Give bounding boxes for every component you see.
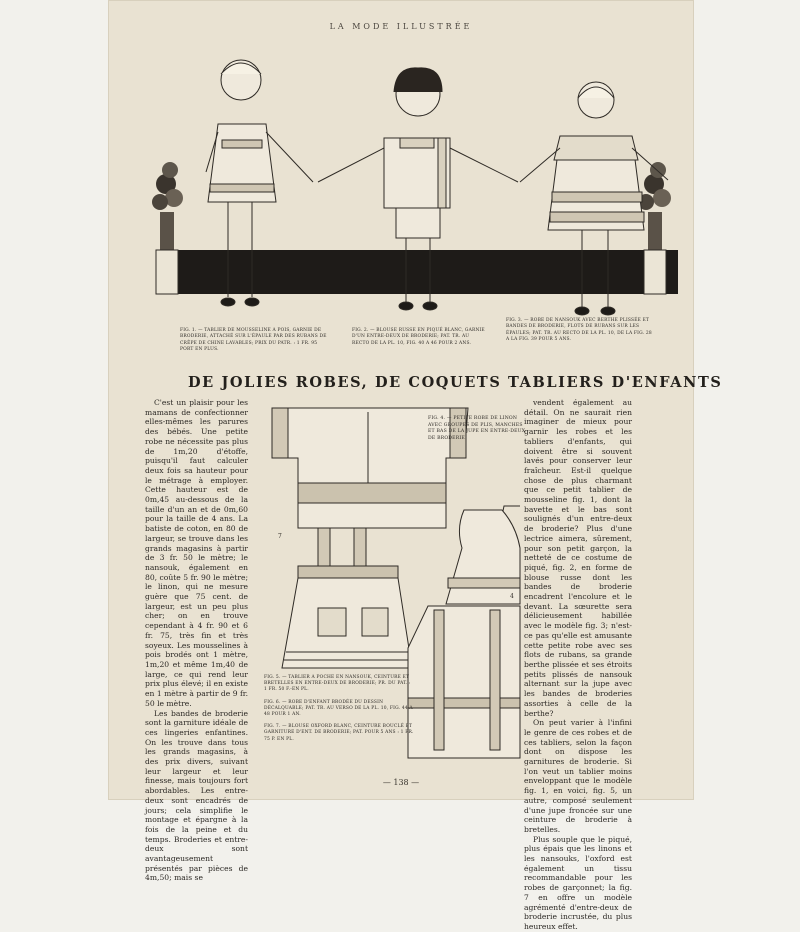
bottom-captions (264, 675, 414, 749)
right-paragraph: Plus souple que le piqué, plus épais que les linons et les nansouks, l'oxford est également un tissu recommandable pour les robes de garçonnet; la fig. 7 en offre un modèle agrémenté d'entre-deux de broderie incrustée, du plus heureux effet. (524, 834, 632, 931)
right-paragraph: vendent également au détail. On ne saurait rien imaginer de mieux pour garnir les robes et les tabliers d'enfants, qui doivent être si souvent lavés pour conserver leur fraîcheur. Est-il quelque chose de plus charmant que ce petit tablier de mousseline fig. 1, dont la bavette et le bas sont soulignés d'un entre-deux de broderie? Plus d'une lectrice aimera, sûrement, pour son petit garçon, la netteté de ce costume de piqué, fig. 2, en forme de blouse russe dont les bandes de broderie encadrent l'encolure et le devant. La sœurette sera délicieusement habillée avec le modèle fig. 3; n'est-ce pas qu'elle est amusante cette petite robe avec ses flots de rubans, sa grande berthe plissée et ses étroits petits plissés de nansouk alternant sur la jupe avec les bandes de broderies assorties à celle de la berthe? (524, 398, 632, 718)
fig-mark-7: 7 (278, 533, 282, 540)
left-paragraph: Les bandes de broderie sont la garniture idéale de ces lingeries enfantines. On les trouve dans tous les grands magasins, à des prix divers, suivant leur largeur et leur finesse, mais toujours fort abordables. Les entre-deux sont encadrés de jours; cela simplifie le montage et épargne à la fois de la peine et du temps. Broderies et entre-deux sont avantageusement présentés par pièces de 4m,50; mais se (145, 708, 248, 883)
children-illustration (148, 52, 688, 327)
page-number: — 138 — (382, 778, 420, 787)
caption-fig3: FIG. 3. — ROBE DE NANSOUK AVEC BERTHE PLISSÉE ET BANDES DE BRODERIE, FLOTS DE RUBANS SUR LES ÉPAULES; PAT. TR. AU RECTO DE LA PL. 10, DE LA FIG. 28 A LA FIG. 39 POUR 5 ANS. (506, 318, 652, 343)
right-column (524, 398, 632, 931)
left-potted-tree (152, 162, 183, 294)
caption-fig7: FIG. 7. — BLOUSE OXFORD BLANC, CEINTURE BOUCLÉ ET GARNITURE D'ENT. DE BRODERIE; PAT. POUR 5 ANS : 1 FR. 75 P. EN PL. (264, 724, 414, 742)
garment-fig6 (408, 606, 520, 758)
caption-fig1: FIG. 1. — TABLIER DE MOUSSELINE A POIS, GARNIE DE BRODERIE, ATTACHÉ SUR L'ÉPAULE PAR DES RUBANS DE CRÊPE DE CHINE LAVABLES; PRIX DU PATR. : 1 FR. 95 PORT EN PLUS. (180, 328, 327, 353)
left-column (145, 398, 248, 883)
magazine-page (108, 0, 723, 931)
top-captions (180, 318, 680, 368)
caption-fig2: FIG. 2. — BLOUSE RUSSE EN PIQUÉ BLANC, GARNIE D'UN ENTRE-DEUX DE BRODERIE; PAT. TR. AU RECTO DE LA PL. 10, FIG. 40 A 46 POUR 2 ANS. (352, 328, 485, 346)
fig-mark-4: 4 (510, 593, 514, 600)
left-paragraph: C'est un plaisir pour les mamans de confectionner elles-mêmes les parures des bébés. Une petite robe ne nécessite pas plus de 1m,20 d'étoffe, puisqu'il faut calculer deux fois sa hauteur pour le métrage à employer. Cette hauteur est de 0m,45 au-dessous de la taille d'un an et de 0m,60 pour la taille de 4 ans. La batiste de coton, en 80 de largeur, se trouve dans les grands magasins à partir de 3 fr. 50 le mètre; le nansouk, également en 80, coûte 5 fr. 90 le mètre; le linon, qui ne mesure guère que 75 cent. de largeur, est un peu plus cher; on en trouve cependant à 4 fr. 90 et 6 fr. 75, très fin et très soyeux. Les mousselines à pois brodés ont 1 mètre, 1m,20 et même 1m,40 de large, ce qui rend leur prix plus élevé; il en existe en 1 mètre à partir de 9 fr. 50 le mètre. (145, 398, 248, 708)
dark-band (156, 250, 678, 294)
running-head: LA MODE ILLUSTRÉE (329, 22, 473, 31)
right-paragraph: On peut varier à l'infini le genre de ces robes et de ces tabliers, selon la façon dont on dispose les garnitures de broderie. Si l'on veut un tablier moins enveloppant que le modèle fig. 1, en voici, fig. 5, un autre, composé seulement d'une jupe froncée sur une ceinture de broderie à bretelles. (524, 718, 632, 834)
garment-fig5 (282, 528, 412, 668)
caption-fig5: FIG. 5. — TABLIER A POCHE EN NANSOUK, CEINTURE ET BRETELLES EN ENTRE-DEUX DE BRODERIE; PR. DU PAT. : 1 FR. 50 F.-EN PL. (264, 675, 411, 693)
caption-fig4: FIG. 4. — PETITE ROBE DE LINON AVEC GROUPES DE PLIS, MANCHES ET BAS DE LA JUPE EN ENTRE-DEUX DE BRODERIE. (428, 416, 526, 441)
caption-fig6: FIG. 6. — ROBE D'ENFANT BRODÉE DU DESSIN DÉCALQUABLE; PAT. TR. AU VERSO DE LA PL. 10, FIG. 44 A 48 POUR 1 AN. (264, 699, 413, 718)
garment-fig4 (446, 506, 520, 604)
article-title: DE JOLIES ROBES, DE COQUETS TABLIERS D'ENFANTS (188, 374, 723, 391)
